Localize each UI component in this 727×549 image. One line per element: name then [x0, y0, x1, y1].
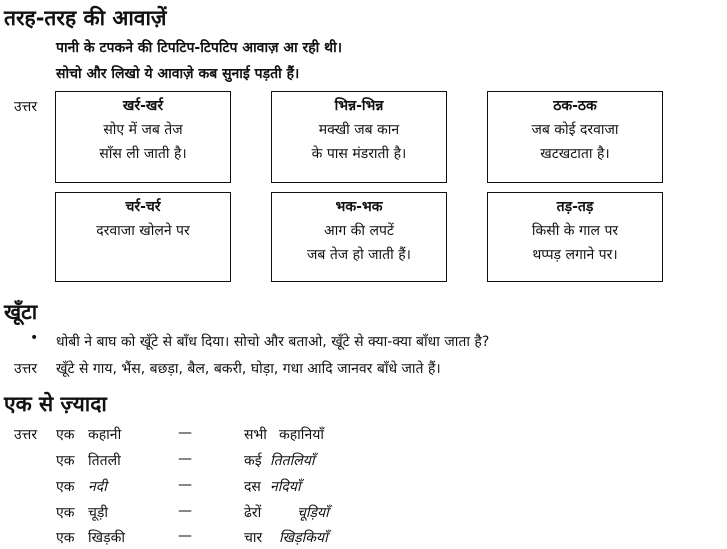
sound-box: [55, 91, 231, 183]
sound-box: [487, 192, 663, 282]
plural-word: नदियाँ: [270, 479, 301, 495]
plural-word-prefix: ढेरों: [244, 505, 262, 521]
plural-word: चूड़ियाँ: [297, 505, 329, 521]
sound-box-line: सोए में जब तेज: [103, 122, 183, 138]
question-text: धोबी ने बाघ को खूँटे से बाँध दिया। सोचो और बताओ, खूँटे से क्या-क्या बाँधा जाता है?: [56, 334, 490, 350]
sound-box-line: खटखटाता है।: [540, 146, 610, 162]
singular-word: कहानी: [88, 427, 122, 443]
plural-word-prefix: दस: [244, 479, 261, 495]
plural-word: खिड़कियाँ: [279, 530, 328, 546]
sound-box: [487, 91, 663, 183]
answer-label: उत्तर: [14, 99, 38, 115]
singular-word-prefix: एक: [56, 479, 75, 495]
singular-word-prefix: एक: [56, 530, 75, 546]
singular-word: खिड़की: [88, 530, 125, 546]
sound-box: [55, 192, 231, 282]
singular-word: नदी: [88, 479, 107, 495]
section-heading-peg: खूँटा: [4, 300, 38, 324]
section-heading-plural: एक से ज़्यादा: [4, 392, 107, 416]
dash-separator: —: [178, 451, 192, 467]
sound-box-line: दरवाजा खोलने पर: [96, 223, 190, 239]
sound-box-title: तड़-तड़: [556, 199, 594, 215]
singular-word-prefix: एक: [56, 427, 75, 443]
plural-word: कहानियाँ: [279, 427, 324, 443]
plural-word: तितलियाँ: [270, 453, 315, 469]
instruction-line-2: सोचो और लिखो ये आवाज़े कब सुनाई पड़ती हैं।: [56, 66, 300, 82]
singular-word-prefix: एक: [56, 505, 75, 521]
answer-label: उत्तर: [14, 427, 38, 443]
bullet: •: [30, 330, 39, 346]
singular-word: तितली: [88, 453, 121, 469]
sound-box-line: साँस ली जाती है।: [99, 146, 187, 162]
sound-box-line: के पास मंडराती है।: [311, 146, 407, 162]
sound-box-title: भिन्न-भिन्न: [334, 98, 384, 114]
sound-box: [271, 91, 447, 183]
singular-word-prefix: एक: [56, 453, 75, 469]
answer-label: उत्तर: [14, 361, 38, 377]
sound-box-title: खर्र-खर्र: [122, 98, 164, 114]
sound-box-title: चर्र-चर्र: [125, 199, 161, 215]
sound-box-line: आग की लपटें: [324, 223, 394, 239]
singular-word: चूड़ी: [88, 505, 109, 521]
plural-word-prefix: चार: [244, 530, 263, 546]
sound-box-line: किसी के गाल पर: [531, 223, 619, 239]
section-heading-sounds: तरह-तरह की आवाज़ें: [4, 6, 167, 30]
sound-box: [271, 192, 447, 282]
plural-word-prefix: कई: [244, 453, 262, 469]
instruction-line-1: पानी के टपकने की टिपटिप-टिपटिप आवाज़ आ रही थी।: [56, 40, 343, 56]
plural-word-prefix: सभी: [244, 427, 267, 443]
sound-box-line: जब तेज हो जाती हैं।: [307, 247, 411, 263]
answer-text: खूँटे से गाय, भैंस, बछड़ा, बैल, बकरी, घोड़ा, गधा आदि जानवर बाँधे जाते हैं।: [56, 361, 441, 377]
sound-box-line: थप्पड़ लगाने पर।: [532, 247, 618, 263]
dash-separator: —: [178, 425, 192, 441]
sound-box-line: मक्खी जब कान: [318, 122, 400, 138]
sound-box-title: भक-भक: [335, 199, 383, 215]
dash-separator: —: [178, 503, 192, 519]
sound-box-line: जब कोई दरवाजा: [531, 122, 619, 138]
sound-box-title: ठक-ठक: [553, 98, 597, 114]
dash-separator: —: [178, 477, 192, 493]
dash-separator: —: [178, 528, 192, 544]
